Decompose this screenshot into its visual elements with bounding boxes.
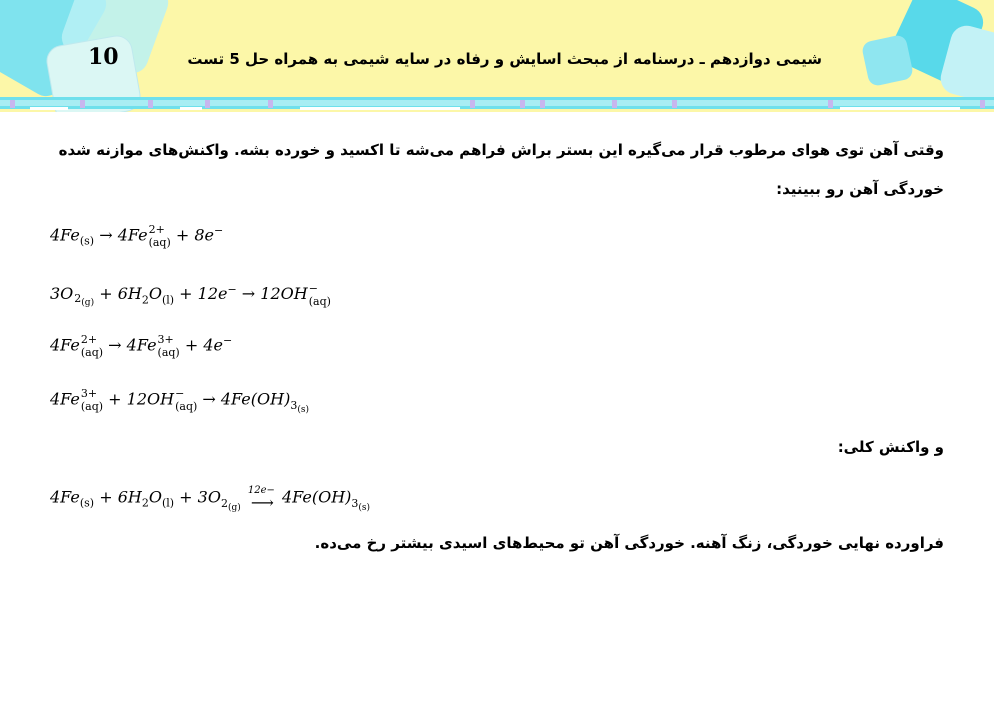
intro-paragraph-line1: وقتی آهن توی هوای مرطوب قرار می‌گیره این بستر براش فراهم می‌شه تا اکسید و خورده بشه. واکنش‌های موازنه شده [58,141,944,159]
intro-paragraph-line2: خوردگی آهن رو ببینید: [776,180,944,198]
page-header [0,0,994,112]
decorative-shape [861,34,914,87]
conclusion-paragraph: فراورده نهایی خوردگی، زنگ آهنه. خوردگی آهن تو محیط‌های اسیدی بیشتر رخ می‌ده. [314,534,944,552]
equation-3: 4Fe 2+ (aq) → 4Fe 3+ (aq) + 4e− [50,333,233,359]
overall-reaction-label: و واکنش کلی: [837,438,944,456]
equation-2: 3O $2_{(g)}$ + $6H_2O_{(l)} + 12e^- \to 12OH$ − (aq) [50,281,331,309]
equation-overall: $4Fe_{(s)} + 6H_2O_{(l)} + 3O_{2_{(g)}}$ 12e− ⟶ $4Fe(OH)_{3_{(s)}}$ [50,485,371,513]
equation-1: $4Fe_{(s)} \to 4Fe$ 2+ (aq) + 8e− [50,223,224,249]
header-stripe [0,97,994,112]
equation-4: 4Fe 3+ (aq) + 12OH − (aq) → $4Fe(OH)_{3_{(s)}}$ [50,387,309,415]
header-title: شیمی دوازدهم ـ درسنامه از مبحث اسایش و رفاه در سایه شیمی به همراه حل 5 تست [187,50,822,68]
page-number: 10 [88,44,119,70]
reaction-arrow: 12e− ⟶ [247,485,275,512]
